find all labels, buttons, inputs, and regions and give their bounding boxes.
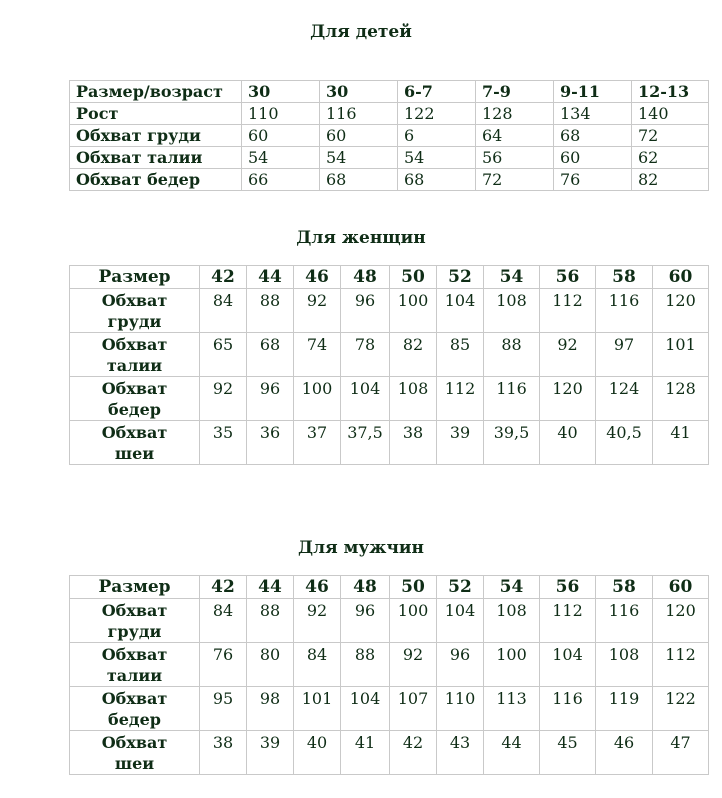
women-header-row bbox=[70, 266, 709, 289]
table-cell: 78 bbox=[341, 333, 390, 377]
size-header-cell: 56 bbox=[540, 266, 596, 289]
table-cell: 68 bbox=[554, 125, 632, 147]
table-cell: 120 bbox=[540, 377, 596, 421]
table-cell: 88 bbox=[484, 333, 540, 377]
table-row bbox=[70, 687, 709, 731]
table-cell: 113 bbox=[484, 687, 540, 731]
table-cell: 38 bbox=[200, 731, 247, 775]
table-cell: 120 bbox=[653, 289, 709, 333]
table-row bbox=[70, 731, 709, 775]
table-cell: 60 bbox=[242, 125, 320, 147]
size-header-label: Размер bbox=[70, 576, 200, 599]
size-header-cell: 56 bbox=[540, 576, 596, 599]
table-cell: 54 bbox=[398, 147, 476, 169]
table-cell: 41 bbox=[341, 731, 390, 775]
table-cell: 76 bbox=[200, 643, 247, 687]
kids-table-body bbox=[70, 81, 709, 191]
kids-size-table bbox=[69, 80, 709, 191]
men-title: Для мужчин bbox=[298, 538, 424, 558]
kids-header-cell: 30 bbox=[242, 81, 320, 103]
row-label-line: Обхват bbox=[101, 379, 168, 398]
table-cell: 64 bbox=[476, 125, 554, 147]
size-header-cell: 44 bbox=[247, 266, 294, 289]
table-cell: 112 bbox=[540, 289, 596, 333]
table-cell: 65 bbox=[200, 333, 247, 377]
size-header-cell: 52 bbox=[437, 576, 484, 599]
table-cell: 45 bbox=[540, 731, 596, 775]
table-cell: 128 bbox=[653, 377, 709, 421]
size-header-cell: 42 bbox=[200, 266, 247, 289]
table-cell: 112 bbox=[540, 599, 596, 643]
size-header-cell: 46 bbox=[294, 266, 341, 289]
table-cell: 119 bbox=[596, 687, 653, 731]
table-row bbox=[70, 599, 709, 643]
table-cell: 62 bbox=[632, 147, 709, 169]
table-cell: 80 bbox=[247, 643, 294, 687]
table-row bbox=[70, 377, 709, 421]
row-label bbox=[70, 687, 200, 731]
row-label-line: Обхват bbox=[101, 423, 168, 442]
table-cell: 88 bbox=[247, 599, 294, 643]
row-label bbox=[70, 289, 200, 333]
table-cell: 104 bbox=[341, 687, 390, 731]
table-cell: 84 bbox=[200, 289, 247, 333]
table-cell: 84 bbox=[294, 643, 341, 687]
size-header-cell: 60 bbox=[653, 266, 709, 289]
row-label bbox=[70, 377, 200, 421]
table-cell: 104 bbox=[437, 599, 484, 643]
row-label bbox=[70, 333, 200, 377]
size-header-cell: 58 bbox=[596, 576, 653, 599]
table-cell: 107 bbox=[390, 687, 437, 731]
row-label bbox=[70, 643, 200, 687]
table-cell: 97 bbox=[596, 333, 653, 377]
table-cell: 43 bbox=[437, 731, 484, 775]
row-label-line: талии bbox=[106, 666, 163, 685]
row-label-line: Обхват bbox=[101, 733, 168, 752]
kids-header-cell: 30 bbox=[320, 81, 398, 103]
table-cell: 104 bbox=[540, 643, 596, 687]
women-size-table bbox=[69, 265, 709, 465]
table-cell: 35 bbox=[200, 421, 247, 465]
table-cell: 98 bbox=[247, 687, 294, 731]
row-label: Рост bbox=[70, 103, 242, 125]
table-cell: 116 bbox=[596, 289, 653, 333]
table-cell: 108 bbox=[596, 643, 653, 687]
table-row bbox=[70, 125, 709, 147]
table-cell: 44 bbox=[484, 731, 540, 775]
row-label-line: Обхват bbox=[101, 689, 168, 708]
men-size-table bbox=[69, 575, 709, 775]
table-cell: 92 bbox=[200, 377, 247, 421]
table-cell: 60 bbox=[554, 147, 632, 169]
table-cell: 68 bbox=[320, 169, 398, 191]
row-label-line: Обхват bbox=[101, 335, 168, 354]
table-cell: 112 bbox=[653, 643, 709, 687]
table-cell: 92 bbox=[390, 643, 437, 687]
table-cell: 72 bbox=[632, 125, 709, 147]
table-cell: 66 bbox=[242, 169, 320, 191]
table-cell: 108 bbox=[484, 599, 540, 643]
table-cell: 92 bbox=[294, 289, 341, 333]
women-table-body bbox=[70, 266, 709, 465]
table-cell: 37,5 bbox=[341, 421, 390, 465]
size-header-label: Размер bbox=[70, 266, 200, 289]
table-cell: 116 bbox=[540, 687, 596, 731]
table-cell: 134 bbox=[554, 103, 632, 125]
kids-title: Для детей bbox=[310, 22, 412, 42]
size-header-cell: 54 bbox=[484, 266, 540, 289]
table-cell: 104 bbox=[437, 289, 484, 333]
row-label bbox=[70, 421, 200, 465]
table-cell: 96 bbox=[341, 289, 390, 333]
table-row bbox=[70, 289, 709, 333]
table-cell: 96 bbox=[247, 377, 294, 421]
table-cell: 101 bbox=[653, 333, 709, 377]
table-cell: 56 bbox=[476, 147, 554, 169]
table-cell: 72 bbox=[476, 169, 554, 191]
table-cell: 41 bbox=[653, 421, 709, 465]
row-label-line: шеи bbox=[114, 754, 155, 773]
table-cell: 108 bbox=[484, 289, 540, 333]
table-cell: 76 bbox=[554, 169, 632, 191]
table-cell: 92 bbox=[540, 333, 596, 377]
table-cell: 100 bbox=[484, 643, 540, 687]
table-cell: 6 bbox=[398, 125, 476, 147]
row-label-line: Обхват bbox=[101, 291, 168, 310]
table-cell: 122 bbox=[398, 103, 476, 125]
size-header-cell: 58 bbox=[596, 266, 653, 289]
table-cell: 96 bbox=[341, 599, 390, 643]
kids-header-label: Размер/возраст bbox=[70, 81, 242, 103]
table-cell: 74 bbox=[294, 333, 341, 377]
men-header-row bbox=[70, 576, 709, 599]
table-cell: 36 bbox=[247, 421, 294, 465]
row-label-line: бедер bbox=[108, 400, 161, 419]
row-label-line: Обхват bbox=[101, 645, 168, 664]
size-header-cell: 46 bbox=[294, 576, 341, 599]
table-cell: 40 bbox=[540, 421, 596, 465]
table-cell: 68 bbox=[247, 333, 294, 377]
kids-header-cell: 12-13 bbox=[632, 81, 709, 103]
table-cell: 82 bbox=[390, 333, 437, 377]
kids-header-cell: 7-9 bbox=[476, 81, 554, 103]
row-label-line: талии bbox=[106, 356, 163, 375]
table-row bbox=[70, 333, 709, 377]
table-cell: 92 bbox=[294, 599, 341, 643]
row-label: Обхват бедер bbox=[70, 169, 242, 191]
row-label: Обхват груди bbox=[70, 125, 242, 147]
row-label-line: бедер bbox=[108, 710, 161, 729]
size-header-cell: 48 bbox=[341, 576, 390, 599]
table-row bbox=[70, 169, 709, 191]
table-cell: 100 bbox=[294, 377, 341, 421]
table-cell: 100 bbox=[390, 599, 437, 643]
table-cell: 42 bbox=[390, 731, 437, 775]
table-cell: 37 bbox=[294, 421, 341, 465]
table-cell: 84 bbox=[200, 599, 247, 643]
row-label-line: Обхват bbox=[101, 601, 168, 620]
table-row bbox=[70, 147, 709, 169]
size-header-cell: 50 bbox=[390, 576, 437, 599]
table-cell: 88 bbox=[247, 289, 294, 333]
size-header-cell: 48 bbox=[341, 266, 390, 289]
table-cell: 104 bbox=[341, 377, 390, 421]
table-cell: 124 bbox=[596, 377, 653, 421]
table-cell: 39,5 bbox=[484, 421, 540, 465]
table-cell: 54 bbox=[242, 147, 320, 169]
table-cell: 128 bbox=[476, 103, 554, 125]
table-cell: 116 bbox=[484, 377, 540, 421]
table-cell: 38 bbox=[390, 421, 437, 465]
table-cell: 88 bbox=[341, 643, 390, 687]
row-label: Обхват талии bbox=[70, 147, 242, 169]
table-cell: 54 bbox=[320, 147, 398, 169]
table-cell: 40,5 bbox=[596, 421, 653, 465]
size-header-cell: 52 bbox=[437, 266, 484, 289]
table-cell: 110 bbox=[242, 103, 320, 125]
kids-header-cell: 6-7 bbox=[398, 81, 476, 103]
table-cell: 40 bbox=[294, 731, 341, 775]
table-cell: 47 bbox=[653, 731, 709, 775]
table-cell: 110 bbox=[437, 687, 484, 731]
row-label-line: груди bbox=[107, 622, 162, 641]
size-header-cell: 44 bbox=[247, 576, 294, 599]
table-cell: 100 bbox=[390, 289, 437, 333]
table-cell: 96 bbox=[437, 643, 484, 687]
table-cell: 39 bbox=[437, 421, 484, 465]
table-cell: 116 bbox=[596, 599, 653, 643]
table-cell: 60 bbox=[320, 125, 398, 147]
table-row bbox=[70, 643, 709, 687]
table-cell: 95 bbox=[200, 687, 247, 731]
table-cell: 108 bbox=[390, 377, 437, 421]
size-header-cell: 54 bbox=[484, 576, 540, 599]
table-cell: 68 bbox=[398, 169, 476, 191]
size-header-cell: 42 bbox=[200, 576, 247, 599]
table-cell: 46 bbox=[596, 731, 653, 775]
row-label bbox=[70, 599, 200, 643]
row-label-line: шеи bbox=[114, 444, 155, 463]
table-cell: 112 bbox=[437, 377, 484, 421]
kids-header-row bbox=[70, 81, 709, 103]
table-cell: 82 bbox=[632, 169, 709, 191]
size-header-cell: 50 bbox=[390, 266, 437, 289]
kids-header-cell: 9-11 bbox=[554, 81, 632, 103]
table-cell: 140 bbox=[632, 103, 709, 125]
women-title: Для женщин bbox=[296, 228, 426, 248]
table-cell: 122 bbox=[653, 687, 709, 731]
men-table-body bbox=[70, 576, 709, 775]
table-cell: 101 bbox=[294, 687, 341, 731]
table-cell: 116 bbox=[320, 103, 398, 125]
row-label-line: груди bbox=[107, 312, 162, 331]
table-row bbox=[70, 103, 709, 125]
table-row bbox=[70, 421, 709, 465]
table-cell: 85 bbox=[437, 333, 484, 377]
size-header-cell: 60 bbox=[653, 576, 709, 599]
row-label bbox=[70, 731, 200, 775]
table-cell: 120 bbox=[653, 599, 709, 643]
table-cell: 39 bbox=[247, 731, 294, 775]
